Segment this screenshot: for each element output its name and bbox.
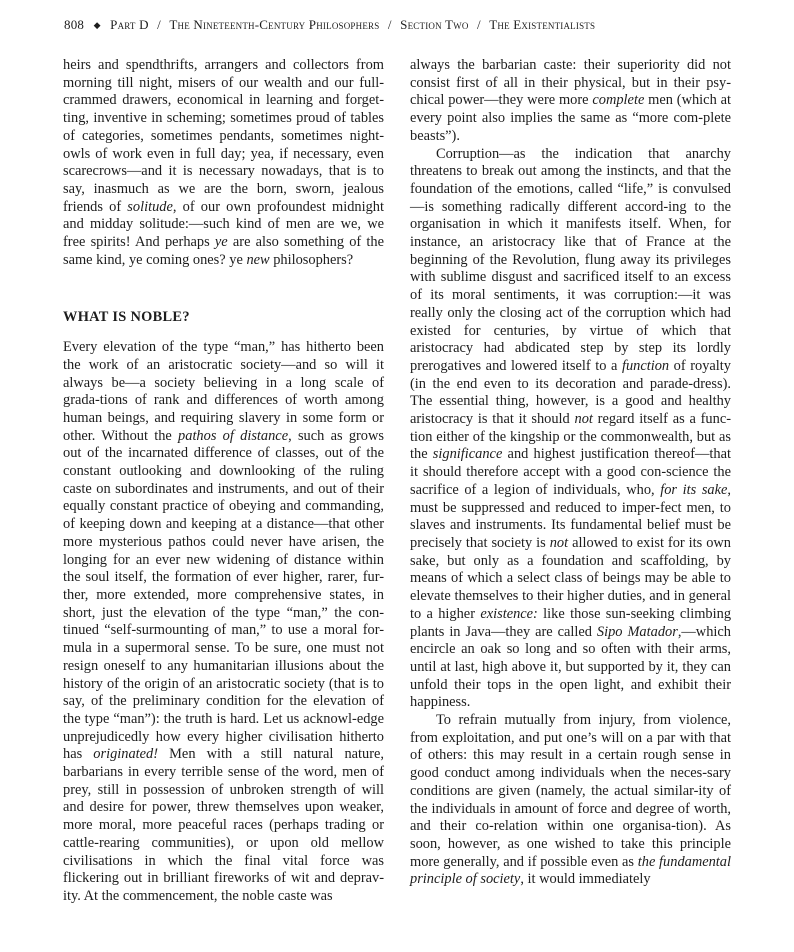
paragraph: heirs and spendthrifts, arrangers and collectors from morning till night, misers of our wealth and our full-crammed drawers, economical in learning and forget-ting, inventive in scheming; sometimes proud of tables of categories, sometimes pendants, sometimes night-owls of work even in full day; yea, if necessary, even scarecrows—and it is necessary nowadays, that is to say, inasmuch as we are the born, sworn, jealous friends of solitude, of our own profoundest midnight and midday solitude:—such kind of men are we, we free spirits! And perhaps ye are also something of the same kind, ye coming ones? ye new philosophers?	[63, 57, 384, 268]
separator: /	[477, 17, 481, 32]
left-column	[63, 57, 384, 906]
separator: /	[157, 17, 161, 32]
subsection-label: The Existentialists	[489, 17, 596, 32]
italic-text: solitude	[127, 198, 173, 215]
italic-text: complete	[592, 92, 645, 109]
italic-text: originated!	[93, 746, 159, 763]
paragraph: always the barbarian caste: their superiority did not consist first of all in their physical, but in their psy-chical power—they were more complete men (which at every point also implies the same as “more com-plete beasts”).	[410, 57, 731, 144]
italic-text: for its sake	[660, 481, 728, 498]
italic-text: function	[621, 357, 670, 374]
page-number: 808	[64, 17, 85, 32]
italic-text: not	[574, 411, 593, 428]
section-heading: WHAT IS NOBLE?	[63, 309, 190, 326]
paragraph: To refrain mutually from injury, from violence, from exploitation, and put one’s will on a par with that of others: this may result in a certain rough sense in good conduct among individuals when the neces-sary conditions are given (namely, the actual similar-ity of the individuals in amount of force and degree of worth, and their co-relation within one organisa-tion). As soon, however, as one wished to take this principle more generally, and if possible even as the fundamental principle of society, it would immediately	[410, 712, 732, 888]
book-title: The Nineteenth-Century Philosophers	[169, 17, 380, 32]
italic-text: ye	[214, 234, 228, 251]
italic-text: the fundamental principle of society	[410, 853, 732, 888]
paragraph: Corruption—as the indication that anarchy threatens to break out among the instincts, and that the foundation of the emotions, called “life,” is convulsed—is something radically different accord-ing to the organisation in which it manifests itself. When, for instance, an aristocracy like that of France at the beginning of the Revolution, flung away its privileges with sublime disgust and sacrificed itself to an excess of its moral sentiments, it was corruption:—it was really only the closing act of the corruption which had existed for centuries, by virtue of which that aristocracy had abdicated step by step its lordly prerogatives and lowered itself to a function of royalty (in the end even to its decoration and parade-dress). The essential thing, however, is a good and healthy aristocracy is that it should not regard itself as a func-tion either of the kingship or the commonwealth, but as the significance and highest justification thereof—that it should therefore accept with a good con-science the sacrifice of a legion of individuals, who, for its sake, must be suppressed and reduced to imper-fect men, to slaves and instruments. Its fundamental belief must be precisely that society is not allowed to exist for its own sake, but only as a foundation and scaffolding, by means of which a select class of beings may be able to elevate themselves to their higher duties, and in general to a higher existence: like those sun-seeking climbing plants in Java—they are called Sipo Matador,—which encircle an oak so long and so often with their arms, until at last, high above it, but supported by it, they can unfold their tops in the open light, and exhibit their happiness.	[410, 145, 732, 711]
paragraph: Every elevation of the type “man,” has hitherto been the work of an aristocratic society—and so will it always be—a society believing in a long scale of grada-tions of rank and differences of worth among human beings, and requiring slavery in some form or other. Without the pathos of distance, such as grows out of the incarnated difference of classes, out of the constant outlooking and downlooking of the ruling caste on subordinates and instruments, and out of their equally constant practice of obeying and commanding, of keeping down and keeping at a distance—that other more mysterious pathos could never have arisen, the longing for an ever new widening of distance within the soul itself, the formation of ever higher, rarer, fur-ther, more extended, more comprehensive states, in short, just the elevation of the type “man,” the con-tinued “self-surmounting of man,” to use a moral for-mula in a supermoral sense. To be sure, one must not resign oneself to any humanitarian illusions about the history of the origin of an aristocratic society (that is to say, of the preliminary condition for the elevation of the type “man”): the truth is hard. Let us acknowl-edge unprejudicedly how every higher civilisation hitherto has originated! Men with a still natural nature, barbarians in every terrible sense of the word, men of prey, still in possession of unbroken strength of will and desire for power, threw themselves upon weaker, more moral, more peaceful races (perhaps trading or cattle-rearing communities), or upon old mellow civilisations in which the final vital force was flickering out in brilliant fireworks of wit and deprav-ity. At the commencement, the noble caste was	[63, 339, 385, 904]
italic-text: Sipo Matador	[596, 623, 678, 640]
italic-text: new	[246, 251, 270, 268]
running-head	[64, 17, 744, 33]
italic-text: not	[549, 534, 569, 551]
part-label: Part D	[110, 17, 149, 32]
italic-text: pathos of distance	[178, 427, 289, 444]
italic-text: existence:	[480, 605, 538, 622]
separator: /	[387, 17, 392, 32]
diamond-ornament-icon: ◆	[93, 20, 101, 30]
italic-text: significance	[432, 446, 503, 463]
section-label: Section Two	[400, 17, 469, 32]
right-column	[410, 57, 731, 889]
